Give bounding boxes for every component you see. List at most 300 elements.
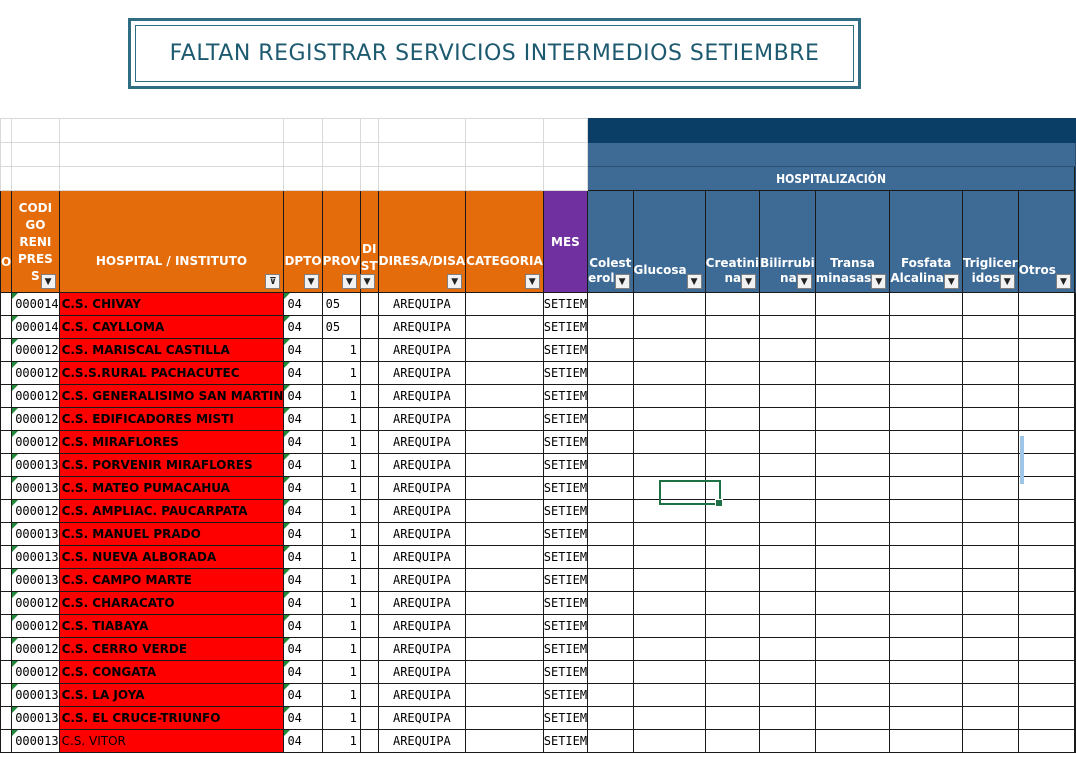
cell-lab-2[interactable]: [705, 684, 759, 707]
cell-diresa[interactable]: AREQUIPA: [378, 477, 466, 500]
cell-lab-6[interactable]: [962, 385, 1018, 408]
cell-mes[interactable]: SETIEM: [543, 661, 587, 684]
cell-prov[interactable]: 1: [322, 339, 360, 362]
cell-dist[interactable]: [360, 546, 378, 569]
cell-diresa[interactable]: AREQUIPA: [378, 454, 466, 477]
cell-lab-1[interactable]: [633, 569, 705, 592]
cell-categoria[interactable]: [466, 500, 544, 523]
cell-first[interactable]: [1, 730, 12, 753]
cell-first[interactable]: [1, 339, 12, 362]
cell-categoria[interactable]: [466, 730, 544, 753]
cell-lab-2[interactable]: [705, 339, 759, 362]
cell-lab-1[interactable]: [633, 684, 705, 707]
cell-prov[interactable]: 1: [322, 569, 360, 592]
cell-lab-6[interactable]: [962, 523, 1018, 546]
cell-code[interactable]: 000014: [12, 293, 59, 316]
cell-lab-1[interactable]: [633, 546, 705, 569]
cell-lab-2[interactable]: [705, 316, 759, 339]
cell-lab-1[interactable]: [633, 477, 705, 500]
cell-dist[interactable]: [360, 592, 378, 615]
cell-edge[interactable]: [1074, 362, 1075, 385]
cell-edge[interactable]: [1074, 615, 1075, 638]
cell-lab-4[interactable]: [815, 569, 890, 592]
cell-lab-5[interactable]: [890, 477, 962, 500]
cell-lab-3[interactable]: [760, 661, 816, 684]
cell-prov[interactable]: 1: [322, 546, 360, 569]
cell-lab-0[interactable]: [588, 730, 633, 753]
cell-lab-4[interactable]: [815, 638, 890, 661]
cell-code[interactable]: 000012: [12, 339, 59, 362]
cell-hospital[interactable]: C.S. CONGATA: [59, 661, 284, 684]
cell-lab-6[interactable]: [962, 638, 1018, 661]
cell-edge[interactable]: [1074, 546, 1075, 569]
cell-categoria[interactable]: [466, 316, 544, 339]
cell-first[interactable]: [1, 316, 12, 339]
cell-code[interactable]: 000013: [12, 477, 59, 500]
cell-lab-5[interactable]: [890, 569, 962, 592]
cell-prov[interactable]: 1: [322, 707, 360, 730]
cell-prov[interactable]: 1: [322, 500, 360, 523]
cell-categoria[interactable]: [466, 546, 544, 569]
cell-lab-0[interactable]: [588, 385, 633, 408]
cell-edge[interactable]: [1074, 454, 1075, 477]
cell-dist[interactable]: [360, 661, 378, 684]
cell-code[interactable]: 000012: [12, 362, 59, 385]
cell-edge[interactable]: [1074, 316, 1075, 339]
cell-dist[interactable]: [360, 293, 378, 316]
cell-lab-5[interactable]: [890, 339, 962, 362]
cell-lab-2[interactable]: [705, 707, 759, 730]
cell-dist[interactable]: [360, 431, 378, 454]
cell-dist[interactable]: [360, 707, 378, 730]
cell-dpto[interactable]: 04: [284, 431, 322, 454]
cell-lab-3[interactable]: [760, 316, 816, 339]
cell-prov[interactable]: 1: [322, 523, 360, 546]
cell-lab-7[interactable]: [1018, 592, 1074, 615]
cell-lab-1[interactable]: [633, 454, 705, 477]
cell-lab-5[interactable]: [890, 408, 962, 431]
cell-mes[interactable]: SETIEM: [543, 569, 587, 592]
cell-lab-7[interactable]: [1018, 339, 1074, 362]
cell-mes[interactable]: SETIEM: [543, 362, 587, 385]
cell-categoria[interactable]: [466, 385, 544, 408]
cell-lab-1[interactable]: [633, 500, 705, 523]
cell-diresa[interactable]: AREQUIPA: [378, 569, 466, 592]
cell-mes[interactable]: SETIEM: [543, 316, 587, 339]
filter-dropdown-lab-5[interactable]: ▼: [944, 274, 959, 289]
cell-lab-5[interactable]: [890, 661, 962, 684]
cell-edge[interactable]: [1074, 707, 1075, 730]
cell-edge[interactable]: [1074, 569, 1075, 592]
cell-lab-1[interactable]: [633, 615, 705, 638]
cell-lab-7[interactable]: [1018, 730, 1074, 753]
cell-lab-5[interactable]: [890, 684, 962, 707]
cell-edge[interactable]: [1074, 592, 1075, 615]
cell-lab-4[interactable]: [815, 477, 890, 500]
cell-mes[interactable]: SETIEM: [543, 707, 587, 730]
cell-dist[interactable]: [360, 454, 378, 477]
cell-dist[interactable]: [360, 730, 378, 753]
cell-lab-2[interactable]: [705, 592, 759, 615]
cell-dpto[interactable]: 04: [284, 546, 322, 569]
cell-lab-0[interactable]: [588, 431, 633, 454]
filter-dropdown-dist[interactable]: ▼: [360, 274, 375, 289]
cell-lab-1[interactable]: [633, 293, 705, 316]
cell-mes[interactable]: SETIEM: [543, 684, 587, 707]
cell-lab-7[interactable]: [1018, 362, 1074, 385]
cell-prov[interactable]: 05: [322, 316, 360, 339]
cell-lab-0[interactable]: [588, 707, 633, 730]
cell-lab-1[interactable]: [633, 339, 705, 362]
cell-hospital[interactable]: C.S. CAMPO MARTE: [59, 569, 284, 592]
cell-lab-1[interactable]: [633, 431, 705, 454]
cell-categoria[interactable]: [466, 408, 544, 431]
cell-dpto[interactable]: 04: [284, 707, 322, 730]
cell-lab-6[interactable]: [962, 615, 1018, 638]
cell-edge[interactable]: [1074, 500, 1075, 523]
cell-code[interactable]: 000012: [12, 500, 59, 523]
cell-lab-6[interactable]: [962, 707, 1018, 730]
cell-code[interactable]: 000013: [12, 454, 59, 477]
cell-diresa[interactable]: AREQUIPA: [378, 661, 466, 684]
cell-code[interactable]: 000013: [12, 730, 59, 753]
cell-lab-6[interactable]: [962, 661, 1018, 684]
cell-lab-6[interactable]: [962, 293, 1018, 316]
cell-prov[interactable]: 1: [322, 477, 360, 500]
cell-first[interactable]: [1, 293, 12, 316]
cell-lab-7[interactable]: [1018, 615, 1074, 638]
cell-lab-3[interactable]: [760, 362, 816, 385]
cell-dpto[interactable]: 04: [284, 523, 322, 546]
cell-dpto[interactable]: 04: [284, 316, 322, 339]
cell-code[interactable]: 000012: [12, 592, 59, 615]
cell-lab-0[interactable]: [588, 684, 633, 707]
cell-categoria[interactable]: [466, 615, 544, 638]
cell-dist[interactable]: [360, 362, 378, 385]
cell-edge[interactable]: [1074, 408, 1075, 431]
cell-lab-6[interactable]: [962, 362, 1018, 385]
cell-hospital[interactable]: C.S. CERRO VERDE: [59, 638, 284, 661]
cell-first[interactable]: [1, 569, 12, 592]
cell-hospital[interactable]: C.S. TIABAYA: [59, 615, 284, 638]
cell-lab-3[interactable]: [760, 615, 816, 638]
cell-categoria[interactable]: [466, 707, 544, 730]
cell-edge[interactable]: [1074, 477, 1075, 500]
cell-dist[interactable]: [360, 638, 378, 661]
cell-lab-3[interactable]: [760, 569, 816, 592]
cell-first[interactable]: [1, 684, 12, 707]
cell-lab-4[interactable]: [815, 546, 890, 569]
cell-prov[interactable]: 1: [322, 385, 360, 408]
cell-lab-5[interactable]: [890, 316, 962, 339]
cell-lab-3[interactable]: [760, 431, 816, 454]
cell-code[interactable]: 000012: [12, 615, 59, 638]
filter-dropdown-lab-2[interactable]: ▼: [741, 274, 756, 289]
cell-hospital[interactable]: C.S. VITOR: [59, 730, 284, 753]
cell-dpto[interactable]: 04: [284, 408, 322, 431]
cell-lab-1[interactable]: [633, 316, 705, 339]
cell-mes[interactable]: SETIEM: [543, 385, 587, 408]
filter-dropdown-lab-0[interactable]: ▼: [615, 274, 630, 289]
cell-lab-4[interactable]: [815, 707, 890, 730]
cell-code[interactable]: 000012: [12, 385, 59, 408]
cell-categoria[interactable]: [466, 454, 544, 477]
cell-dist[interactable]: [360, 500, 378, 523]
cell-dist[interactable]: [360, 523, 378, 546]
cell-mes[interactable]: SETIEM: [543, 293, 587, 316]
cell-lab-3[interactable]: [760, 546, 816, 569]
cell-diresa[interactable]: AREQUIPA: [378, 707, 466, 730]
cell-lab-7[interactable]: [1018, 638, 1074, 661]
cell-first[interactable]: [1, 523, 12, 546]
cell-lab-7[interactable]: [1018, 408, 1074, 431]
cell-prov[interactable]: 05: [322, 293, 360, 316]
cell-prov[interactable]: 1: [322, 408, 360, 431]
cell-lab-4[interactable]: [815, 431, 890, 454]
cell-hospital[interactable]: C.S. NUEVA ALBORADA: [59, 546, 284, 569]
cell-categoria[interactable]: [466, 638, 544, 661]
cell-dpto[interactable]: 04: [284, 569, 322, 592]
cell-dpto[interactable]: 04: [284, 615, 322, 638]
cell-prov[interactable]: 1: [322, 684, 360, 707]
cell-lab-2[interactable]: [705, 546, 759, 569]
cell-dpto[interactable]: 04: [284, 385, 322, 408]
cell-lab-3[interactable]: [760, 638, 816, 661]
cell-lab-3[interactable]: [760, 500, 816, 523]
cell-lab-7[interactable]: [1018, 500, 1074, 523]
cell-lab-5[interactable]: [890, 546, 962, 569]
cell-diresa[interactable]: AREQUIPA: [378, 339, 466, 362]
cell-code[interactable]: 000012: [12, 431, 59, 454]
cell-diresa[interactable]: AREQUIPA: [378, 316, 466, 339]
cell-lab-1[interactable]: [633, 408, 705, 431]
cell-dpto[interactable]: 04: [284, 592, 322, 615]
cell-lab-4[interactable]: [815, 592, 890, 615]
cell-lab-2[interactable]: [705, 362, 759, 385]
cell-diresa[interactable]: AREQUIPA: [378, 408, 466, 431]
cell-diresa[interactable]: AREQUIPA: [378, 431, 466, 454]
cell-code[interactable]: 000013: [12, 546, 59, 569]
cell-lab-4[interactable]: [815, 730, 890, 753]
cell-lab-5[interactable]: [890, 615, 962, 638]
cell-lab-1[interactable]: [633, 661, 705, 684]
cell-code[interactable]: 000013: [12, 707, 59, 730]
cell-prov[interactable]: 1: [322, 592, 360, 615]
cell-lab-2[interactable]: [705, 477, 759, 500]
cell-prov[interactable]: 1: [322, 431, 360, 454]
cell-lab-5[interactable]: [890, 730, 962, 753]
cell-first[interactable]: [1, 431, 12, 454]
cell-hospital[interactable]: C.S. MANUEL PRADO: [59, 523, 284, 546]
filter-dropdown-lab-1[interactable]: ▼: [687, 274, 702, 289]
cell-lab-6[interactable]: [962, 569, 1018, 592]
cell-edge[interactable]: [1074, 293, 1075, 316]
cell-lab-3[interactable]: [760, 408, 816, 431]
cell-diresa[interactable]: AREQUIPA: [378, 638, 466, 661]
cell-first[interactable]: [1, 592, 12, 615]
cell-hospital[interactable]: C.S. MIRAFLORES: [59, 431, 284, 454]
cell-hospital[interactable]: C.S. AMPLIAC. PAUCARPATA: [59, 500, 284, 523]
cell-first[interactable]: [1, 477, 12, 500]
cell-code[interactable]: 000013: [12, 523, 59, 546]
cell-first[interactable]: [1, 362, 12, 385]
cell-diresa[interactable]: AREQUIPA: [378, 684, 466, 707]
cell-categoria[interactable]: [466, 592, 544, 615]
cell-lab-6[interactable]: [962, 339, 1018, 362]
cell-lab-3[interactable]: [760, 293, 816, 316]
cell-first[interactable]: [1, 546, 12, 569]
cell-categoria[interactable]: [466, 684, 544, 707]
cell-dpto[interactable]: 04: [284, 730, 322, 753]
filter-dropdown-diresa[interactable]: ▼: [447, 274, 462, 289]
cell-lab-3[interactable]: [760, 730, 816, 753]
cell-lab-6[interactable]: [962, 316, 1018, 339]
cell-lab-2[interactable]: [705, 431, 759, 454]
cell-lab-0[interactable]: [588, 638, 633, 661]
cell-lab-5[interactable]: [890, 592, 962, 615]
cell-lab-1[interactable]: [633, 523, 705, 546]
cell-mes[interactable]: SETIEM: [543, 730, 587, 753]
cell-dpto[interactable]: 04: [284, 339, 322, 362]
cell-lab-2[interactable]: [705, 523, 759, 546]
cell-dpto[interactable]: 04: [284, 477, 322, 500]
cell-lab-4[interactable]: [815, 661, 890, 684]
cell-lab-1[interactable]: [633, 362, 705, 385]
cell-mes[interactable]: SETIEM: [543, 500, 587, 523]
cell-lab-2[interactable]: [705, 730, 759, 753]
cell-lab-5[interactable]: [890, 293, 962, 316]
cell-diresa[interactable]: AREQUIPA: [378, 500, 466, 523]
cell-hospital[interactable]: C.S. CHARACATO: [59, 592, 284, 615]
cell-lab-4[interactable]: [815, 523, 890, 546]
cell-lab-0[interactable]: [588, 569, 633, 592]
cell-first[interactable]: [1, 500, 12, 523]
cell-lab-1[interactable]: [633, 385, 705, 408]
cell-lab-0[interactable]: [588, 615, 633, 638]
cell-lab-3[interactable]: [760, 684, 816, 707]
cell-hospital[interactable]: C.S. CAYLLOMA: [59, 316, 284, 339]
cell-mes[interactable]: SETIEM: [543, 431, 587, 454]
cell-lab-1[interactable]: [633, 707, 705, 730]
cell-lab-6[interactable]: [962, 431, 1018, 454]
cell-prov[interactable]: 1: [322, 638, 360, 661]
cell-diresa[interactable]: AREQUIPA: [378, 730, 466, 753]
cell-lab-0[interactable]: [588, 592, 633, 615]
cell-lab-7[interactable]: [1018, 546, 1074, 569]
cell-prov[interactable]: 1: [322, 661, 360, 684]
cell-lab-4[interactable]: [815, 454, 890, 477]
cell-lab-4[interactable]: [815, 684, 890, 707]
cell-lab-2[interactable]: [705, 661, 759, 684]
cell-lab-0[interactable]: [588, 454, 633, 477]
filter-dropdown-prov[interactable]: ▼: [342, 274, 357, 289]
cell-code[interactable]: 000012: [12, 661, 59, 684]
cell-dist[interactable]: [360, 684, 378, 707]
cell-lab-7[interactable]: [1018, 661, 1074, 684]
cell-dist[interactable]: [360, 339, 378, 362]
cell-hospital[interactable]: C.S. EL CRUCE-TRIUNFO: [59, 707, 284, 730]
cell-lab-4[interactable]: [815, 362, 890, 385]
cell-code[interactable]: 000013: [12, 684, 59, 707]
cell-lab-7[interactable]: [1018, 431, 1074, 454]
cell-dist[interactable]: [360, 316, 378, 339]
cell-categoria[interactable]: [466, 523, 544, 546]
cell-prov[interactable]: 1: [322, 362, 360, 385]
cell-lab-2[interactable]: [705, 454, 759, 477]
cell-hospital[interactable]: C.S. MARISCAL CASTILLA: [59, 339, 284, 362]
cell-categoria[interactable]: [466, 339, 544, 362]
cell-lab-6[interactable]: [962, 592, 1018, 615]
cell-edge[interactable]: [1074, 431, 1075, 454]
cell-mes[interactable]: SETIEM: [543, 592, 587, 615]
cell-lab-5[interactable]: [890, 385, 962, 408]
spreadsheet[interactable]: [0, 118, 1067, 768]
cell-first[interactable]: [1, 454, 12, 477]
cell-first[interactable]: [1, 385, 12, 408]
cell-lab-3[interactable]: [760, 477, 816, 500]
cell-edge[interactable]: [1074, 638, 1075, 661]
cell-code[interactable]: 000012: [12, 638, 59, 661]
cell-categoria[interactable]: [466, 661, 544, 684]
cell-dpto[interactable]: 04: [284, 661, 322, 684]
cell-prov[interactable]: 1: [322, 730, 360, 753]
cell-lab-2[interactable]: [705, 293, 759, 316]
cell-first[interactable]: [1, 707, 12, 730]
cell-lab-0[interactable]: [588, 339, 633, 362]
cell-lab-3[interactable]: [760, 523, 816, 546]
cell-lab-3[interactable]: [760, 592, 816, 615]
cell-lab-2[interactable]: [705, 569, 759, 592]
cell-lab-7[interactable]: [1018, 569, 1074, 592]
cell-lab-1[interactable]: [633, 592, 705, 615]
cell-lab-6[interactable]: [962, 477, 1018, 500]
cell-prov[interactable]: 1: [322, 454, 360, 477]
cell-edge[interactable]: [1074, 339, 1075, 362]
filter-dropdown-categoria[interactable]: ▼: [525, 274, 540, 289]
cell-edge[interactable]: [1074, 523, 1075, 546]
cell-dist[interactable]: [360, 408, 378, 431]
cell-dpto[interactable]: 04: [284, 500, 322, 523]
cell-lab-2[interactable]: [705, 385, 759, 408]
cell-dpto[interactable]: 04: [284, 638, 322, 661]
cell-lab-2[interactable]: [705, 408, 759, 431]
cell-lab-0[interactable]: [588, 293, 633, 316]
cell-lab-2[interactable]: [705, 615, 759, 638]
cell-lab-5[interactable]: [890, 523, 962, 546]
cell-first[interactable]: [1, 408, 12, 431]
cell-lab-0[interactable]: [588, 546, 633, 569]
cell-categoria[interactable]: [466, 477, 544, 500]
cell-lab-7[interactable]: [1018, 707, 1074, 730]
cell-code[interactable]: 000014: [12, 316, 59, 339]
cell-lab-7[interactable]: [1018, 454, 1074, 477]
filter-active-icon[interactable]: ⊽: [265, 274, 280, 289]
cell-lab-0[interactable]: [588, 408, 633, 431]
filter-dropdown-codigo[interactable]: ▼: [41, 274, 56, 289]
cell-prov[interactable]: 1: [322, 615, 360, 638]
cell-diresa[interactable]: AREQUIPA: [378, 293, 466, 316]
cell-lab-7[interactable]: [1018, 316, 1074, 339]
cell-lab-3[interactable]: [760, 707, 816, 730]
cell-mes[interactable]: SETIEM: [543, 546, 587, 569]
cell-categoria[interactable]: [466, 431, 544, 454]
cell-lab-0[interactable]: [588, 362, 633, 385]
cell-categoria[interactable]: [466, 362, 544, 385]
cell-diresa[interactable]: AREQUIPA: [378, 523, 466, 546]
cell-mes[interactable]: SETIEM: [543, 615, 587, 638]
cell-lab-0[interactable]: [588, 477, 633, 500]
cell-lab-7[interactable]: [1018, 385, 1074, 408]
